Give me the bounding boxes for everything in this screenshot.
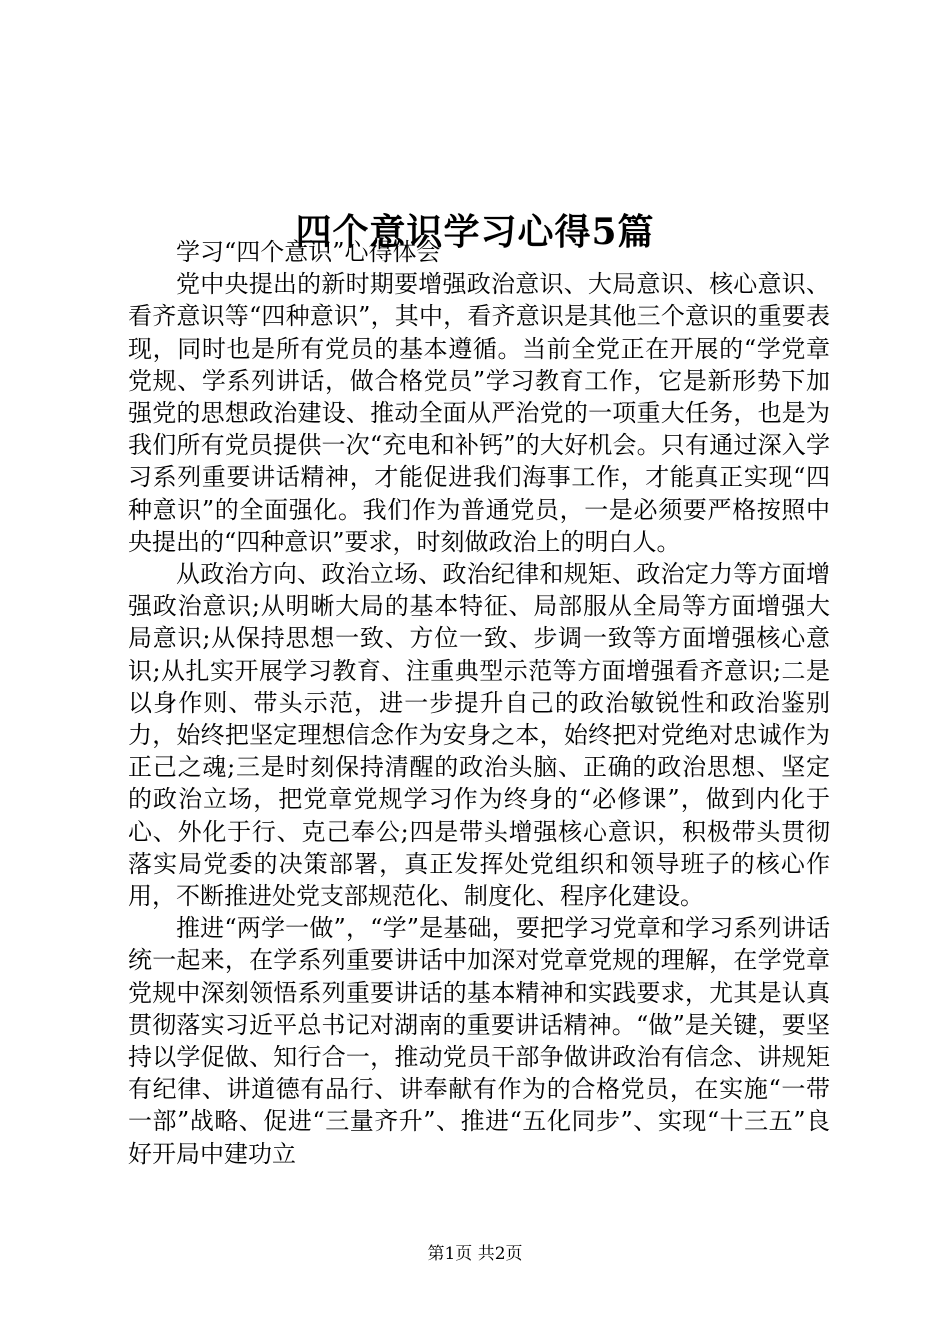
document-body: [128, 236, 830, 1170]
subheading-paragraph: 学习“四个意识”心得体会: [176, 238, 441, 266]
page-number-footer: 第1页 共2页: [427, 1244, 523, 1264]
body-paragraph-1: 党中央提出的新时期要增强政治意识、大局意识、核心意识、看齐意识等“四种意识”，其中，看齐意识是其他三个意识的重要表现，同时也是所有党员的基本遵循。当前全党正在开展的“学党章党规、学系列讲话，做合格党员”学习教育工作，它是新形势下加强党的思想政治建设、推动全面从严治党的一项重大任务，也是为我们所有党员提供一次“充电和补钙”的大好机会。只有通过深入学习系列重要讲话精神，才能促进我们海事工作，才能真正实现“四种意识”的全面强化。我们作为普通党员，一是必须要严格按照中央提出的“四种意识”要求，时刻做政治上的明白人。: [128, 270, 830, 556]
document-title: 四个意识学习心得5篇: [295, 211, 655, 254]
body-paragraph-3: 推进“两学一做”，“学”是基础，要把学习党章和学习系列讲话统一起来，在学系列重要讲话中加深对党章党规的理解，在学党章党规中深刻领悟系列重要讲话的基本精神和实践要求，尤其是认真贯彻落实习近平总书记对湖南的重要讲话精神。“做”是关键，要坚持以学促做、知行合一，推动党员干部争做讲政治有信念、讲规矩有纪律、讲道德有品行、讲奉献有作为的合格党员，在实施“一带一部”战略、促进“三量齐升”、推进“五化同步”、实现“十三五”良好开局中建功立: [128, 914, 830, 1168]
body-paragraph-2: 从政治方向、政治立场、政治纪律和规矩、政治定力等方面增强政治意识;从明晰大局的基本特征、局部服从全局等方面增强大局意识;从保持思想一致、方位一致、步调一致等方面增强核心意识;从扎实开展学习教育、注重典型示范等方面增强看齐意识;二是以身作则、带头示范，进一步提升自己的政治敏锐性和政治鉴别力，始终把坚定理想信念作为安身之本，始终把对党绝对忠诚作为正己之魂;三是时刻保持清醒的政治头脑、正确的政治思想、坚定的政治立场，把党章党规学习作为终身的“必修课”，做到内化于心、外化于行、克己奉公;四是带头增强核心意识，积极带头贯彻落实局党委的决策部署，真正发挥处党组织和领导班子的核心作用，不断推进处党支部规范化、制度化、程序化建设。: [128, 560, 830, 911]
